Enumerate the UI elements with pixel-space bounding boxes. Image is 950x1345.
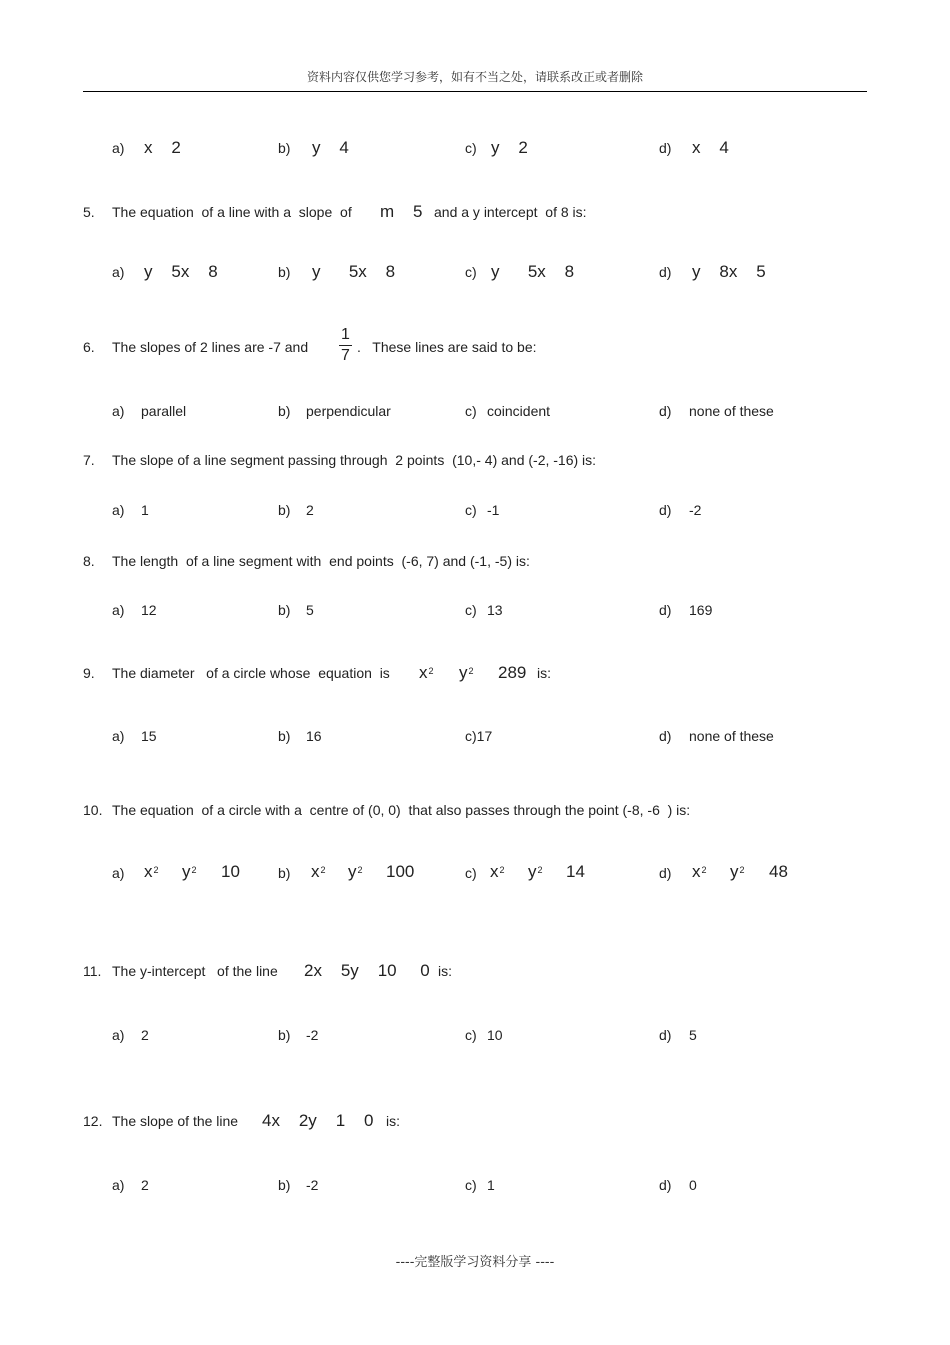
option-label: b) (278, 140, 291, 156)
option-math: y 5x 8 (312, 262, 396, 281)
option-text: 13 (487, 602, 503, 618)
option-text: coincident (487, 403, 551, 419)
option-label: c) (465, 140, 477, 156)
option-math: $y^2$ (182, 862, 197, 881)
question-math: 4x 2y 1 0 (262, 1111, 374, 1130)
option-math: y 5x 8 (144, 262, 218, 281)
option-math: y 8x 5 (692, 262, 766, 281)
option-math: 100 (386, 862, 415, 881)
option-label: d) (659, 140, 672, 156)
question-math: m 5 (380, 202, 423, 221)
question-text: is: (386, 1113, 400, 1129)
option-math: 48 (769, 862, 788, 881)
fraction (335, 325, 356, 366)
option-math: $y^2$ (730, 862, 745, 881)
page-header: 资料内容仅供您学习参考，如有不当之处，请联系改正或者删除 (306, 70, 643, 84)
option-label: b) (278, 728, 291, 744)
question-number: 11. (83, 963, 102, 979)
option-math: y 5x 8 (491, 262, 575, 281)
option-math: x 2 (144, 138, 181, 157)
option-math: $y^2$ (348, 862, 363, 881)
question-math: 2x 5y 10 0 (304, 961, 430, 980)
option-text: none of these (689, 403, 774, 419)
option-math: y 4 (312, 138, 349, 157)
option-text: perpendicular (306, 403, 391, 419)
option-label: b) (278, 1177, 291, 1193)
question-number: 9. (83, 665, 95, 681)
option-label: a) (112, 728, 125, 744)
question-number: 5. (83, 204, 95, 220)
question-text: The length of a line segment with end points (-6, 7) and (-1, -5) is: (112, 553, 530, 569)
option-math: x 4 (692, 138, 729, 157)
option-text: -2 (306, 1177, 319, 1193)
question-number: 10. (83, 802, 103, 818)
option-label: b) (278, 502, 291, 518)
option-text: -2 (306, 1027, 319, 1043)
option-text: 15 (141, 728, 157, 744)
option-text: 2 (141, 1027, 149, 1043)
option-text: 169 (689, 602, 713, 618)
question-text: The slope of the line (112, 1113, 239, 1129)
option-text: 5 (689, 1027, 697, 1043)
page-footer: ----完整版学习资料分享 ---- (395, 1255, 555, 1270)
option-label: a) (112, 264, 125, 280)
option-text: 10 (487, 1027, 503, 1043)
option-label: c) (465, 1177, 477, 1193)
question-text: is: (438, 963, 452, 979)
question-number: 7. (83, 452, 95, 468)
option-label: d) (659, 865, 672, 881)
question-math: 289 (498, 663, 527, 682)
option-text: 16 (306, 728, 322, 744)
option-text: -2 (689, 502, 702, 518)
fraction-numerator: 1 (339, 325, 352, 346)
option-text: 2 (306, 502, 314, 518)
option-text: 2 (141, 1177, 149, 1193)
option-label: c) (465, 1027, 477, 1043)
option-math: 10 (221, 862, 240, 881)
option-label: b) (278, 403, 291, 419)
option-label: a) (112, 1177, 125, 1193)
option-label: b) (278, 264, 291, 280)
question-text: The equation of a line with a slope of (112, 204, 352, 220)
option-label: a) (112, 865, 125, 881)
question-text: is: (537, 665, 551, 681)
option-label: c) (465, 403, 477, 419)
option-math: $y^2$ (528, 862, 543, 881)
option-label: a) (112, 602, 125, 618)
question-text: The slopes of 2 lines are -7 and (112, 339, 309, 355)
option-label: d) (659, 264, 672, 280)
option-math: $x^2$ (692, 862, 707, 881)
option-label: d) (659, 403, 672, 419)
option-text: 12 (141, 602, 157, 618)
option-label: c) (465, 264, 477, 280)
question-math: $x^2$ (419, 663, 434, 682)
option-label: d) (659, 602, 672, 618)
option-math: $x^2$ (490, 862, 505, 881)
question-text: The slope of a line segment passing through 2 points (10,- 4) and (-2, -16) is: (112, 452, 597, 468)
question-text: . These lines are said to be: (357, 339, 537, 355)
option-label: d) (659, 1027, 672, 1043)
option-label: b) (278, 602, 291, 618)
option-text: -1 (487, 502, 500, 518)
question-text: The y-intercept of the line (112, 963, 278, 979)
option-text: 1 (487, 1177, 495, 1193)
option-label: b) (278, 1027, 291, 1043)
option-label: c) (465, 865, 477, 881)
question-text: and a y intercept of 8 is: (434, 204, 587, 220)
option-math: $x^2$ (311, 862, 326, 881)
option-text: parallel (141, 403, 187, 419)
option-label: d) (659, 1177, 672, 1193)
option-label: a) (112, 1027, 125, 1043)
option-math: $x^2$ (144, 862, 159, 881)
header-rule (83, 91, 867, 92)
option-math: y 2 (491, 138, 528, 157)
question-number: 12. (83, 1113, 103, 1129)
option-label: a) (112, 140, 125, 156)
question-number: 6. (83, 339, 95, 355)
option-label: a) (112, 403, 125, 419)
option-label: a) (112, 502, 125, 518)
option-label: d) (659, 502, 672, 518)
option-label: c) (465, 602, 477, 618)
option-label: d) (659, 728, 672, 744)
question-math: $y^2$ (459, 663, 474, 682)
option-text: 0 (689, 1177, 697, 1193)
question-text: The equation of a circle with a centre of (0, 0) that also passes through the point (-8, -6 ) is: (112, 802, 691, 818)
option-text: 5 (306, 602, 314, 618)
option-math: 14 (566, 862, 585, 881)
question-number: 8. (83, 553, 95, 569)
option-text: none of these (689, 728, 774, 744)
option-text: 1 (141, 502, 149, 518)
option-label: c) (465, 502, 477, 518)
question-text: The diameter of a circle whose equation is (112, 665, 390, 681)
fraction-denominator: 7 (341, 347, 350, 364)
option-label: b) (278, 865, 291, 881)
option-label: c)17 (465, 728, 493, 744)
